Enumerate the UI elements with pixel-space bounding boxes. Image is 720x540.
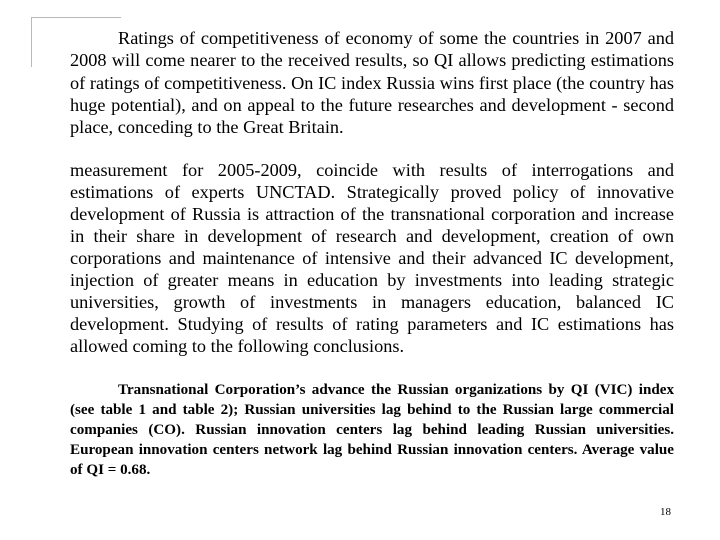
paragraph-conclusions: Transnational Corporation’s advance the Russian organizations by QI (VIC) index (see table 1 and table 2); Russian universities lag behind to the Russian large commercial companies (CO). Russian innovation centers lag behind leading Russian universities. European innovation centers network lag behind Russian innovation centers. Average value of QI = 0.68. [70, 382, 674, 478]
paragraph-innovative-development: measurement for 2005-2009, coincide with results of interrogations and estimations of experts UNCTAD. Strategically proved policy of innovative development of Russia is attraction of the transnational corporation and increase in their share in development of research and development, creation of own corporations and maintenance of intensive and their advanced IC development, injection of greater means in education by investments into leading strategic universities, growth of investments in managers education, balanced IC development. Studying of results of rating parameters and IC estimations has allowed coming to the following conclusions. [70, 160, 674, 356]
corner-rule-vertical [31, 17, 32, 67]
paragraph-competitiveness-ratings: Ratings of competitiveness of economy of some the countries in 2007 and 2008 will come nearer to the received results, so QI allows predicting estimations of ratings of competitiveness. On IC index Russia wins first place (the country has huge potential), and on appeal to the future researches and development - second place, conceding to the Great Britain. [70, 28, 674, 138]
page-number: 18 [660, 506, 671, 518]
corner-rule-horizontal [31, 17, 121, 18]
